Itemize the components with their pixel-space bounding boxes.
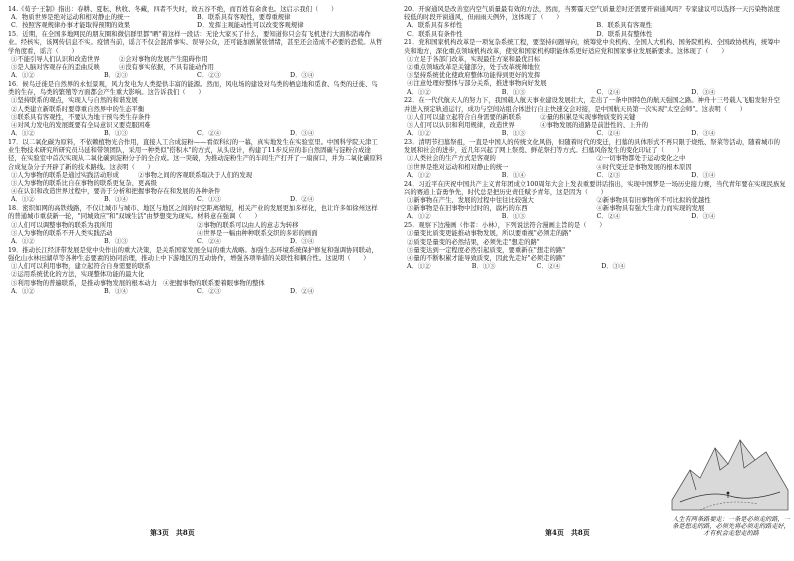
question-stem: 22．在一代代航天人的努力下，我国载人航天事业建设发展壮大，走出了一条中国特色的航天强国之路。神舟十三号载人飞船发射升空并进入预定轨道运行，成功与空间站组合体进行自主快速交会对接，是中国航天员第一次实现"太空会师"。这表明（ ） [404, 97, 781, 113]
option-3: ③世界是绝对运动和相对静止的统一 [407, 163, 509, 171]
choice-c: C．②④ [197, 130, 221, 138]
option-1: ①新事物在产生、发展的过程中往往比较强大 [407, 197, 534, 205]
option-line: ②质变是量变的必然结果，必须先走"想走的路" [407, 238, 540, 246]
question-21 [404, 39, 786, 96]
option-line: ③利用事物的普遍联系，是推动事物发展的根本动力 ④把握事物的联系要着眼事物的整体 [11, 279, 265, 287]
choice-b: B．①④ [104, 287, 128, 295]
choice-a: A．①② [407, 213, 431, 221]
question-stem: 16．候鸟迁徙是自然界的永恒景观，风力发电为人类提供丰富的能源。然而，风电场的建设对鸟类的栖息地和觅食、鸟类的迁徙、鸟类的生存，鸟类的繁殖等方面都会产生重大影响。这告诉我们（ ） [8, 81, 378, 97]
option-line: ③是人脑对客观存在的歪曲反映 ④没有事实依据，不具有能动作用 [11, 64, 215, 72]
page-footer-left: 第3页 共8页 [150, 528, 195, 537]
question-stem: 14.《荀子·王制》指出：春耕、夏耘、秋收、冬藏，四者不失时，故五谷不绝，而百姓有余食也。这启示我们（ ） [8, 6, 338, 13]
choice-a: A．①② [11, 72, 35, 80]
question-17 [8, 139, 383, 205]
choice-c: C．①③ [197, 196, 221, 204]
choice-b: B．①③ [471, 263, 496, 271]
option-2: ②新事物具有旧事物所不可比拟的优越性 [596, 197, 711, 205]
option-line: ②运用系统优化的方法，实现整体功能的最大化 [11, 271, 145, 279]
choice-d: D．③④ [691, 88, 716, 96]
choice-d: D．③④ [290, 130, 315, 138]
option-line: ①人们可以利用事物，建立起符合自身需要的联系 [11, 263, 151, 271]
choice-a: A．①② [11, 287, 35, 295]
option-line: ③人为事物的联系比自在事物的联系更复杂、更高级 [11, 180, 157, 188]
choice-c: C．②③ [596, 171, 621, 179]
choice-a: A．①② [407, 171, 431, 179]
option-2: ②事物的联系可以由人的意志为转移 [197, 221, 299, 229]
option-line: ①不能引导人们认识和改造世界 ②会对事物的发展产生阻碍作用 [11, 55, 208, 63]
option-b: B．联系具有客观性，要尊重规律 [197, 14, 291, 22]
choice-d: D．③④ [691, 130, 716, 138]
question-14 [8, 6, 383, 31]
question-25 [404, 222, 666, 271]
choice-c: C．②④ [596, 88, 621, 96]
question-20 [404, 6, 786, 39]
choice-d: D．③④ [601, 263, 626, 271]
cartoon-caption: 人生有两条路要走：一条是必须走的路，一条是想走的路，必须先将必须走的路走好，才有机会走想走的路 [672, 516, 790, 538]
choice-b: B．①③ [501, 213, 526, 221]
choice-d: D．③④ [691, 213, 716, 221]
choice-a: A．①② [11, 130, 35, 138]
option-line: ①坚持联系的观点，实现人与自然的和谐发展 [11, 97, 138, 105]
option-a: A．联系具有多样性 [407, 22, 463, 30]
option-4: ④世界是一幅由种种联系交织的多彩的画面 [197, 229, 318, 237]
option-3: ③新事物是在旧事物中过时的，腐朽的东西 [407, 205, 528, 213]
question-stem: 15．近期，在全国多地网民的朋友圈和微信群里都"晒"着这样一段话：无论大家买了什么，要知道你只会有飞机进行大面积消毒作业。经核实，该网传信息不实。疫情当前，谣言不仅会混淆事实、误导公众，还可能加剧紧张情绪，甚至还会造成不必要的恐慌。从哲学角度看，谣言（ ） [8, 31, 383, 55]
choice-c: C．②④ [596, 130, 621, 138]
question-22 [404, 97, 786, 138]
option-d: D．发挥主观能动性可以改变客观规律 [197, 22, 304, 30]
choice-a: A．①② [11, 238, 35, 246]
option-b: B．联系具有客观性 [596, 22, 652, 30]
choice-b: B．①③ [104, 238, 128, 246]
question-stem: 20．开窗通风是改善室内空气质量最有效的方法，然而，当雾霾天空气质量差时还需要开窗通风吗？专家建议可以选择一天污染物浓度较低的时段开窗通风，但雨雨天例外，这体现了（ ） [404, 6, 781, 22]
question-stem: 24．习近平在庆祝中国共产主义青年团成立100周年大会上发表重要讲话指出，实现中国梦是一场历史接力赛，当代青年要在实现民族复兴的赛道上奋勇争先，时代总是把历史责任赋予青年，这是因为（ ） [404, 180, 786, 196]
choice-a: A．①② [407, 263, 431, 271]
choice-c: C．②④ [536, 263, 561, 271]
option-4: ④新事物具有强大生命力而实现的发展 [596, 205, 705, 213]
question-stem: 21．党和国家机构改革是一项复杂系统工程，要坚持问题导向，统筹党中央机构、全国人大机构、国务院机构、全国政协机构，统筹中央和地方，深化重点领域机构改革，使党和国家机构职能体系更好适应党和国家事业发展新要求。这体现了（ ） [404, 39, 781, 55]
option-d: D．联系具有整体性 [596, 30, 653, 38]
choice-d: D．②④ [290, 196, 315, 204]
question-16 [8, 81, 383, 138]
question-stem: 18．密织如网的高铁线路，不仅让城市与城市、地区与地区之间的时空距离缩短，相关产业的发展更加多样化，也让许多如徐州这样的普通城市重获新一轮，"同城效应"和"双城生活"由梦想变为现实。材料意在强调（ ） [8, 205, 378, 221]
choice-a: A．①② [407, 130, 431, 138]
option-line: ①人们可以建立起符合自身需要的新联系 ②量的积累是实现事物质变的关键 [407, 113, 636, 121]
choice-d: D．③④ [290, 238, 315, 246]
question-stem: 17．以二氧化碳为原料，不依赖植物光合作用，直接人工合成淀粉——看似科幻的一幕，真实地发生在实验室里。中国科学院天津工业生物技术研究所研究员马延和带领团队，采用一种类似"搭积木"的方式，从头设计，构建了11步反应的非自然固碳与淀粉合成途径，在实验室中首次实现从二氧化碳到淀粉分子的全合成。这一突破，为推动淀粉生产的车间生产打开了一扇窗口，并为二氧化碳原料合成复杂分子开辟了新的技术路线。这表明（ ） [8, 139, 383, 171]
question-stem: 25．观察下边漫画（作者：小林），下列说法符合漫画主旨的是（ ） [404, 222, 606, 230]
choice-b: B．②③ [104, 72, 128, 80]
choice-d: D．②④ [290, 287, 315, 295]
option-a: A．物质世界是绝对运动和相对静止的统一 [11, 14, 130, 22]
option-3: ③人为事物的联系不开人类实践活动 [11, 229, 113, 237]
question-15 [8, 31, 383, 80]
choice-b: B．①③ [501, 130, 526, 138]
choice-c: C．②④ [596, 213, 621, 221]
question-18 [8, 205, 383, 246]
choice-b: B．①④ [104, 196, 128, 204]
choice-b: B．①④ [501, 171, 526, 179]
choice-b: B．①③ [104, 130, 128, 138]
option-line: ②人类建立新联系时要尊重自然界中的生态平衡 [11, 105, 145, 113]
question-23 [404, 139, 786, 180]
question-24 [404, 181, 786, 222]
option-1: ①人类社会的生产方式是客观的 [407, 155, 496, 163]
option-2: ②一切事物都处于运动变化之中 [596, 155, 686, 163]
option-line: ④对风力发电的发展既要有全局意识又要克服困难 [11, 122, 151, 130]
option-line: ①量变比质变更能推动事物发展，所以要重视"必须走的路" [407, 230, 572, 238]
choice-c: C．②③ [197, 287, 221, 295]
option-4: ④时代变迁是事物发展的根本原因 [596, 163, 692, 171]
question-19 [8, 247, 383, 296]
option-1: ①人们可以调整事物的联系为我所用 [11, 221, 113, 229]
option-line: ②重点领域改革是关键部分，处于改革统帅地位 [407, 64, 541, 72]
option-c: C．按照客观规律办事才能取得预期的效果 [11, 22, 131, 30]
choice-d: D．③④ [290, 72, 315, 80]
choice-a: A．①② [11, 196, 35, 204]
choice-d: D．③④ [691, 171, 716, 179]
left-page-column [8, 6, 383, 297]
option-line: ④在认识和改造世界过程中，要善于分析和把握事物存在和发展的各种条件 [11, 188, 221, 196]
option-line: ①人为事物的联系是通过实践活动形成 ②事物之间的客观联系取决于人们的发现 [11, 171, 253, 179]
option-line: ④量的不断积累才能导致质变，因此先走好"必须走的路" [407, 255, 566, 263]
option-c: C．联系具有条件性 [407, 30, 463, 38]
choice-c: C．②③ [197, 72, 221, 80]
page-footer-right: 第4页 共8页 [545, 528, 590, 537]
option-line: ③人们可以认识和利用规律，改造世界 ④事物发展的道路是前进性的、上升的 [407, 122, 649, 130]
question-stem: 23．清明节扫墓祭祖，一直是中国人的传统文化风俗，但随着时代的变迁，扫墓的具体形式不再只限于烧纸、祭菜等活动，随着城市的发展和社会的进步，近几年兴起了网上祭奠、鲜花祭扫等方式。扫墓风俗发生的变化印证了（ ） [404, 139, 781, 155]
option-line: ④注意处理好整体与部分关系，推进事物向好发展 [407, 80, 547, 88]
choice-c: C．②④ [197, 238, 221, 246]
choice-a: A．①② [407, 88, 431, 96]
option-line: ①立足于各部门改革，实现最佳方案和最优目标 [407, 55, 541, 63]
option-line: ③联系具有客观性，不要认为地干预鸟类生存条件 [11, 113, 151, 121]
question-stem: 19．推动长江经济带发展是党中央作出的重大决策，是关系国家发展全局的重大战略。加强生态环境系统保护修复和强调协同联动，强化山水林田湖草等各种生态要素的协同治理，推动上中下游地区的互动协作，增强各项举措的关联性和耦合性。这说明（ ） [8, 246, 378, 263]
right-page-column [404, 6, 786, 272]
choice-b: B．①③ [501, 88, 526, 96]
option-line: ③坚持系统优化使政府整体功能得到更好的发挥 [407, 72, 541, 80]
option-line: ③量变达到一定程度必然引起质变，要重新在"想走的路" [407, 246, 566, 254]
